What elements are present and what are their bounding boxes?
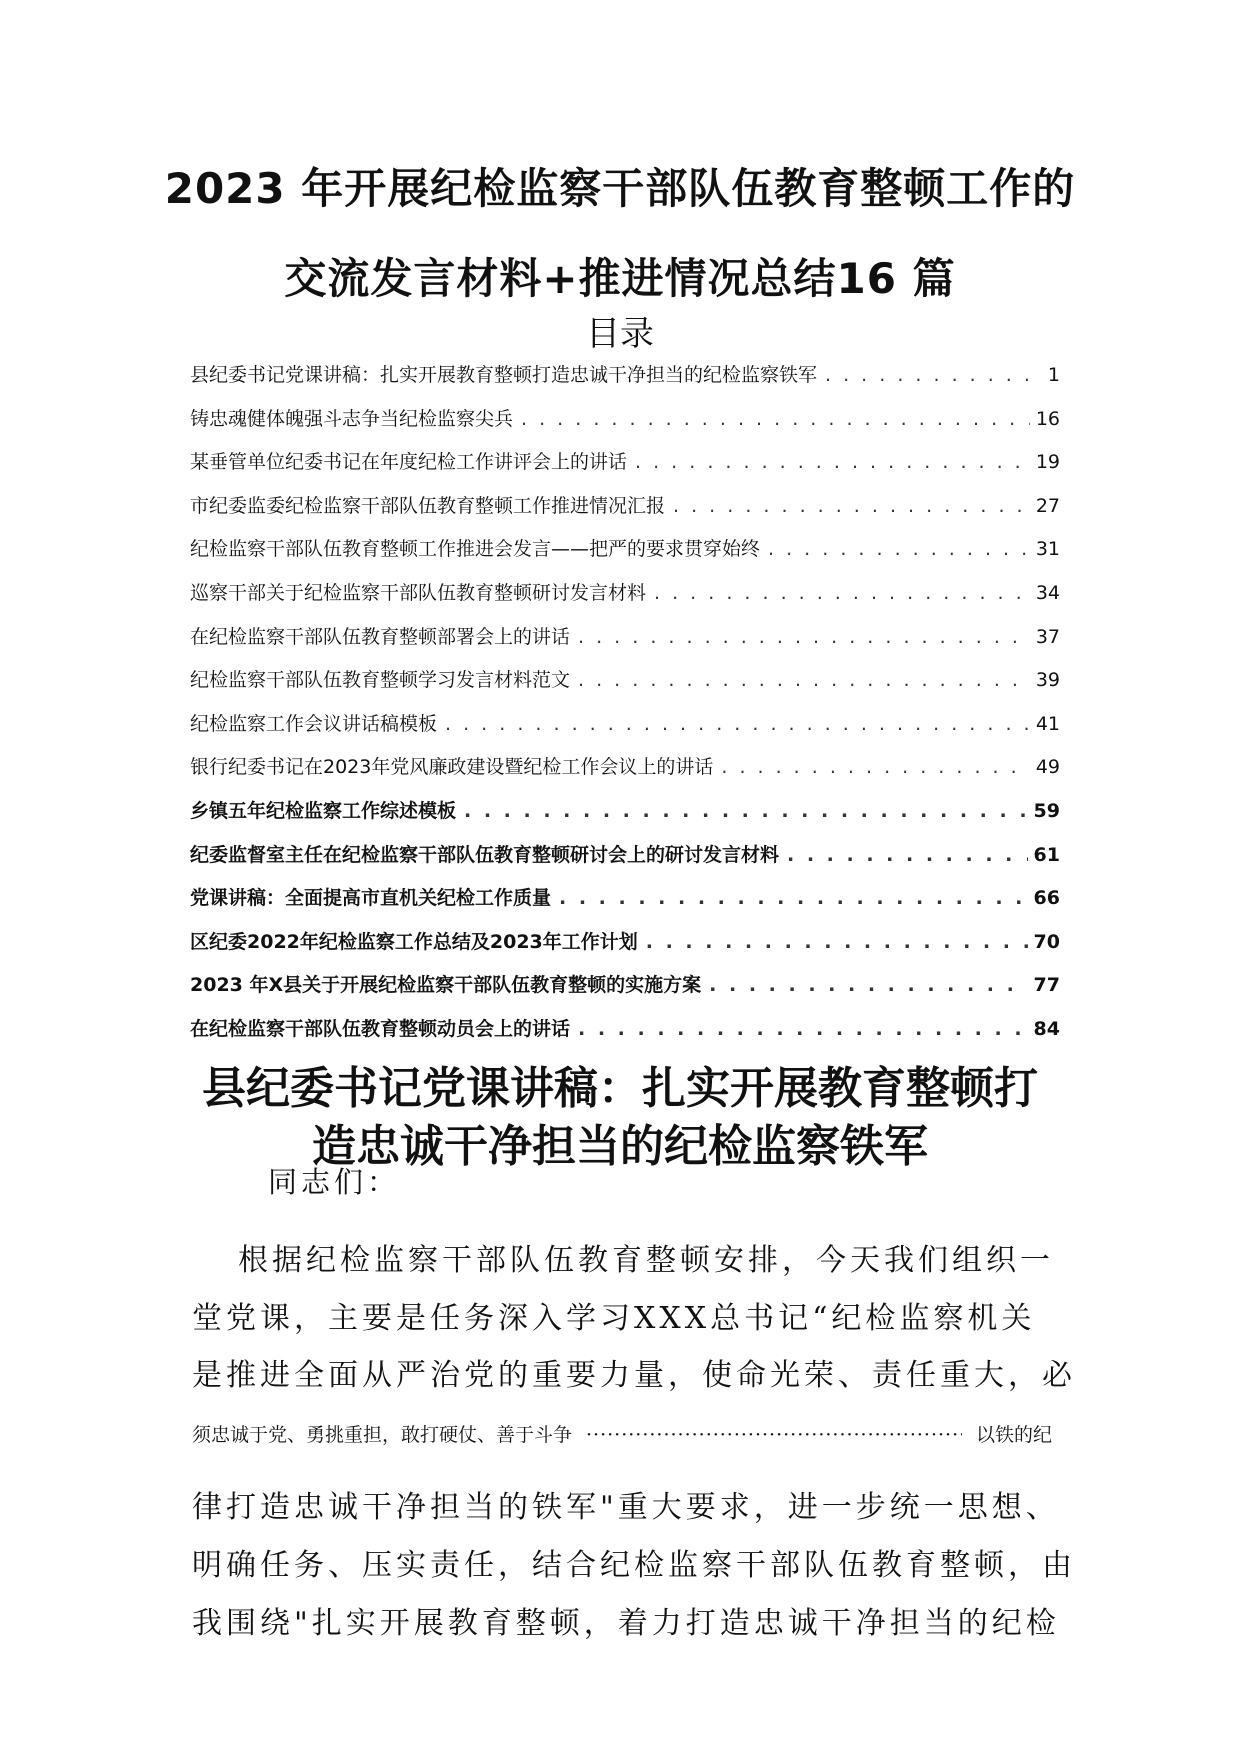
toc-entry-title: 在纪检监察干部队伍教育整顿动员会上的讲话 (190, 1017, 571, 1040)
toc-dot-leader (578, 1018, 1028, 1040)
toc-dot-leader (578, 669, 1030, 691)
toc-entry[interactable] (190, 927, 1060, 971)
toc-entry[interactable] (190, 665, 1060, 709)
toc-page-number: 1 (1047, 364, 1060, 386)
body-line: 律打造忠诚干净担当的铁军"重大要求，进一步统一思想、 (192, 1490, 1060, 1525)
toc-entry-title: 2023 年X县关于开展纪检监察干部队伍教育整顿的实施方案 (190, 974, 702, 997)
toc-entry[interactable] (190, 970, 1060, 1014)
toc-entry[interactable] (190, 883, 1060, 927)
toc-entry[interactable] (190, 796, 1060, 840)
body-line: 堂党课，主要是任务深入学习XXX总书记“纪检监察机关 (192, 1301, 1036, 1336)
toc-entry-title: 纪检监察干部队伍教育整顿学习发言材料范文 (190, 669, 571, 692)
body-line: 是推进全面从严治党的重要力量，使命光荣、责任重大，必 (192, 1358, 1076, 1393)
toc-dot-leader (559, 887, 1028, 909)
toc-entry-title: 乡镇五年纪检监察工作综述模板 (190, 799, 457, 822)
toc-dot-leader (787, 844, 1028, 866)
toc-page-number: 37 (1035, 625, 1060, 648)
toc-entry-title: 纪委监督室主任在纪检监察干部队伍教育整顿研讨会上的研讨发言材料 (190, 843, 780, 866)
toc-page-number: 59 (1033, 799, 1060, 822)
toc-dot-leader (578, 626, 1030, 648)
toc-dot-leader (709, 974, 1027, 996)
toc-dot-leader (464, 800, 1028, 822)
toc-entry-title: 纪检监察工作会议讲话稿模板 (190, 712, 438, 735)
toc-page-number: 61 (1033, 843, 1060, 866)
toc-page-number: 39 (1035, 669, 1060, 692)
toc-entry-title: 铸忠魂健体魄强斗志争当纪检监察尖兵 (190, 407, 514, 430)
document-title-line-1: 2023 年开展纪检监察干部队伍教育整顿工作的 (164, 164, 1076, 213)
toc-page-number: 27 (1035, 494, 1060, 517)
toc-heading: 目录 (586, 314, 654, 354)
toc-entry-title: 某垂管单位纪委书记在年度纪检工作讲评会上的讲话 (190, 451, 628, 474)
toc-entry-title: 纪检监察干部队伍教育整顿工作推进会发言——把严的要求贯穿始终 (190, 538, 761, 561)
section-title-line-2: 造忠诚干净担当的纪检监察铁军 (312, 1121, 928, 1172)
toc-entry[interactable] (190, 360, 1060, 404)
small-text-line (192, 1420, 1052, 1447)
toc-dot-leader (445, 713, 1030, 735)
toc-entry[interactable] (190, 752, 1060, 796)
toc-dot-leader (521, 408, 1030, 430)
toc-page-number: 84 (1033, 1017, 1060, 1040)
toc-entry-title: 巡察干部关于纪检监察干部队伍教育整顿研讨发言材料 (190, 581, 647, 604)
toc-dot-leader (646, 931, 1028, 953)
toc-dot-leader (673, 495, 1030, 517)
toc-entry-title: 党课讲稿：全面提高市直机关纪检工作质量 (190, 887, 552, 910)
document-title-line-2: 交流发言材料+推进情况总结16 篇 (284, 254, 956, 303)
body-line: 根据纪检监察干部队伍教育整顿安排，今天我们组织一 (238, 1243, 1054, 1278)
toc-page-number: 31 (1035, 538, 1060, 561)
toc-page-number: 19 (1035, 451, 1060, 474)
toc-dot-leader (768, 538, 1030, 560)
toc-page-number: 41 (1035, 712, 1060, 735)
toc-entry[interactable] (190, 534, 1060, 578)
salutation: 同志们： (268, 1165, 401, 1199)
dotted-leader (586, 1424, 962, 1446)
toc-dot-leader (825, 364, 1034, 386)
toc-page-number: 77 (1033, 974, 1060, 997)
toc-page-number: 49 (1035, 756, 1060, 779)
toc-entry[interactable] (190, 447, 1060, 491)
toc-page-number: 66 (1033, 887, 1060, 910)
toc-entry[interactable] (190, 709, 1060, 753)
toc-entry[interactable] (190, 491, 1060, 535)
section-title (0, 1060, 1240, 1176)
toc-entry-title: 区纪委2022年纪检监察工作总结及2023年工作计划 (190, 930, 638, 953)
toc-entry[interactable] (190, 840, 1060, 884)
toc-entry[interactable] (190, 578, 1060, 622)
small-line-left-text: 须忠诚于党、勇挑重担，敢打硬仗、善于斗争 (192, 1424, 573, 1446)
toc-page-number: 16 (1035, 407, 1060, 430)
toc-entry-title: 市纪委监委纪检监察干部队伍教育整顿工作推进情况汇报 (190, 494, 666, 517)
toc-page-number: 70 (1033, 930, 1060, 953)
toc-page-number: 34 (1035, 581, 1060, 604)
toc-dot-leader (635, 451, 1030, 473)
toc-dot-leader (654, 582, 1030, 604)
toc-entry-title: 在纪检监察干部队伍教育整顿部署会上的讲话 (190, 625, 571, 648)
section-title-line-1: 县纪委书记党课讲稿：扎实开展教育整顿打 (202, 1063, 1038, 1114)
toc-dot-leader (721, 756, 1029, 778)
small-line-right-text: 以铁的纪 (975, 1424, 1052, 1446)
body-line: 我围绕"扎实开展教育整顿，着力打造忠诚干净担当的纪检 (192, 1606, 1060, 1641)
body-line: 明确任务、压实责任，结合纪检监察干部队伍教育整顿，由 (192, 1548, 1076, 1583)
toc-entry[interactable] (190, 622, 1060, 666)
toc-entry-title: 县纪委书记党课讲稿：扎实开展教育整顿打造忠诚干净担当的纪检监察铁军 (190, 364, 818, 386)
toc-entry[interactable] (190, 1014, 1060, 1058)
toc-entry[interactable] (190, 404, 1060, 448)
table-of-contents (190, 360, 1060, 1058)
toc-entry-title: 银行纪委书记在2023年党风廉政建设暨纪检工作会议上的讲话 (190, 756, 714, 779)
